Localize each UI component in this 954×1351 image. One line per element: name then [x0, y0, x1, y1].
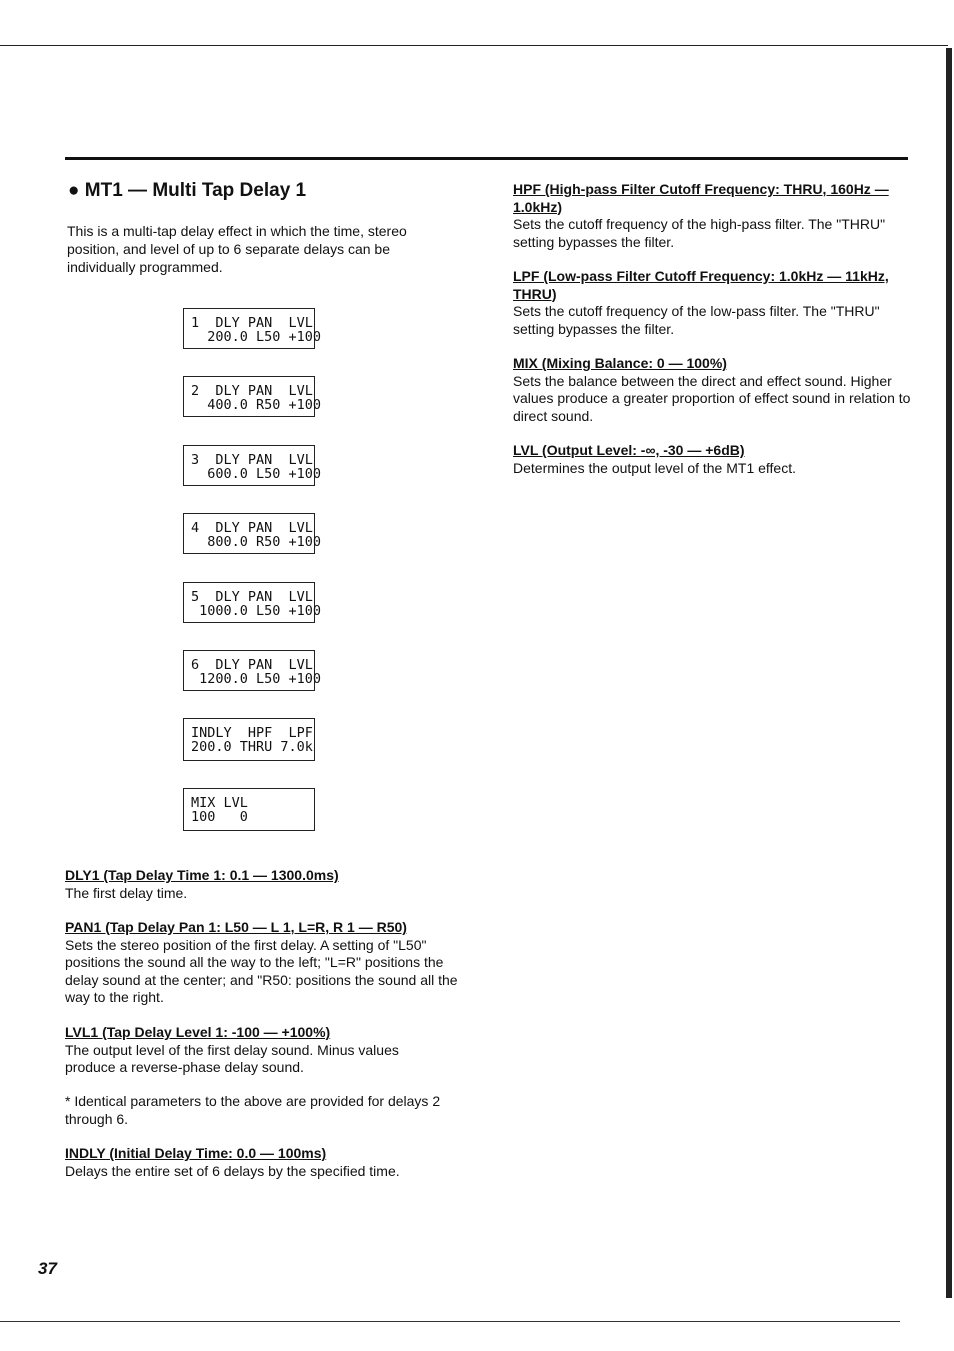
- lcd-line: 1000.0 L50 +100: [191, 603, 322, 619]
- param-description: Sets the cutoff frequency of the low-pass filter. The "THRU" setting bypasses the filter.: [513, 303, 880, 337]
- lcd-line: 4 DLY PAN LVL: [191, 520, 313, 536]
- lcd-panel-delay1: [183, 308, 322, 349]
- lcd-panel-indly-hpf-lpf: [183, 718, 315, 761]
- lcd-line: 2 DLY PAN LVL: [191, 383, 313, 399]
- lcd-panel-delay2: [183, 376, 322, 417]
- lcd-panel-delay5: [183, 582, 322, 623]
- footnote-delays-2-6: [65, 1093, 460, 1128]
- param-description: Delays the entire set of 6 delays by the specified time.: [65, 1162, 400, 1179]
- param-indly: [65, 1145, 460, 1180]
- param-heading: INDLY (Initial Delay Time: 0.0 — 100ms): [65, 1145, 327, 1161]
- lcd-line: 6 DLY PAN LVL: [191, 657, 313, 673]
- intro-paragraph: This is a multi-tap delay effect in which the time, stereo position, and level of up to 6 separate delays can be individually programmed.: [67, 223, 407, 275]
- lcd-panel-delay6: [183, 650, 322, 691]
- lcd-line: INDLY HPF LPF: [191, 725, 313, 741]
- param-heading: HPF (High-pass Filter Cutoff Frequency: THRU, 160Hz — 1.0kHz): [513, 181, 889, 215]
- param-description: The first delay time.: [65, 884, 188, 901]
- param-hpf: [513, 181, 911, 251]
- lcd-line: MIX LVL: [191, 795, 248, 811]
- top-rule: [0, 45, 948, 46]
- lcd-line: 1200.0 L50 +100: [191, 671, 322, 687]
- lcd-panel-delay4: [183, 513, 322, 554]
- param-lvl: [513, 442, 911, 477]
- lcd-line: 400.0 R50 +100: [191, 397, 322, 413]
- lcd-line: 200.0 THRU 7.0k: [191, 739, 313, 755]
- lcd-line: 800.0 R50 +100: [191, 534, 322, 550]
- param-pan1: [65, 919, 460, 1007]
- lcd-panel-delay3: [183, 445, 322, 486]
- param-mix: [513, 355, 913, 425]
- section-title: ● MT1 — Multi Tap Delay 1: [68, 180, 307, 201]
- param-heading: DLY1 (Tap Delay Time 1: 0.1 — 1300.0ms): [65, 867, 339, 883]
- page-number: 37: [38, 1259, 57, 1278]
- lcd-line: 600.0 L50 +100: [191, 466, 322, 482]
- lcd-panel-mix-lvl: [183, 788, 315, 831]
- footnote-text: * Identical parameters to the above are provided for delays 2 through 6.: [65, 1093, 441, 1127]
- param-description: The output level of the first delay sound. Minus values produce a reverse-phase delay sound.: [65, 1041, 399, 1075]
- param-lpf: [513, 268, 911, 338]
- lcd-line: 5 DLY PAN LVL: [191, 589, 313, 605]
- param-description: Determines the output level of the MT1 effect.: [513, 459, 797, 476]
- param-lvl1: [65, 1024, 425, 1077]
- section-rule: [65, 157, 908, 160]
- lcd-line: 1 DLY PAN LVL: [191, 315, 313, 331]
- param-description: Sets the stereo position of the first delay. A setting of "L50" positions the sound all the way to the left; "L=R" positions the delay sound at the center; and "R50: positions the sound all the way to the right.: [65, 936, 458, 1005]
- param-heading: LVL (Output Level: -∞, -30 — +6dB): [513, 442, 745, 458]
- param-heading: MIX (Mixing Balance: 0 — 100%): [513, 355, 727, 371]
- lcd-line: 3 DLY PAN LVL: [191, 452, 313, 468]
- param-description: Sets the cutoff frequency of the high-pass filter. The "THRU" setting bypasses the filter.: [513, 216, 886, 250]
- param-description: Sets the balance between the direct and effect sound. Higher values produce a greater proportion of effect sound in relation to direct sound.: [513, 372, 911, 424]
- bottom-rule: [0, 1321, 900, 1322]
- lcd-line: 100 0: [191, 809, 248, 825]
- lcd-line: 200.0 L50 +100: [191, 329, 322, 345]
- param-dly1: [65, 867, 460, 902]
- param-heading: LVL1 (Tap Delay Level 1: -100 — +100%): [65, 1024, 331, 1040]
- param-heading: LPF (Low-pass Filter Cutoff Frequency: 1.0kHz — 11kHz, THRU): [513, 268, 889, 302]
- page-edge-shadow: [946, 48, 952, 1298]
- param-heading: PAN1 (Tap Delay Pan 1: L50 — L 1, L=R, R 1 — R50): [65, 919, 407, 935]
